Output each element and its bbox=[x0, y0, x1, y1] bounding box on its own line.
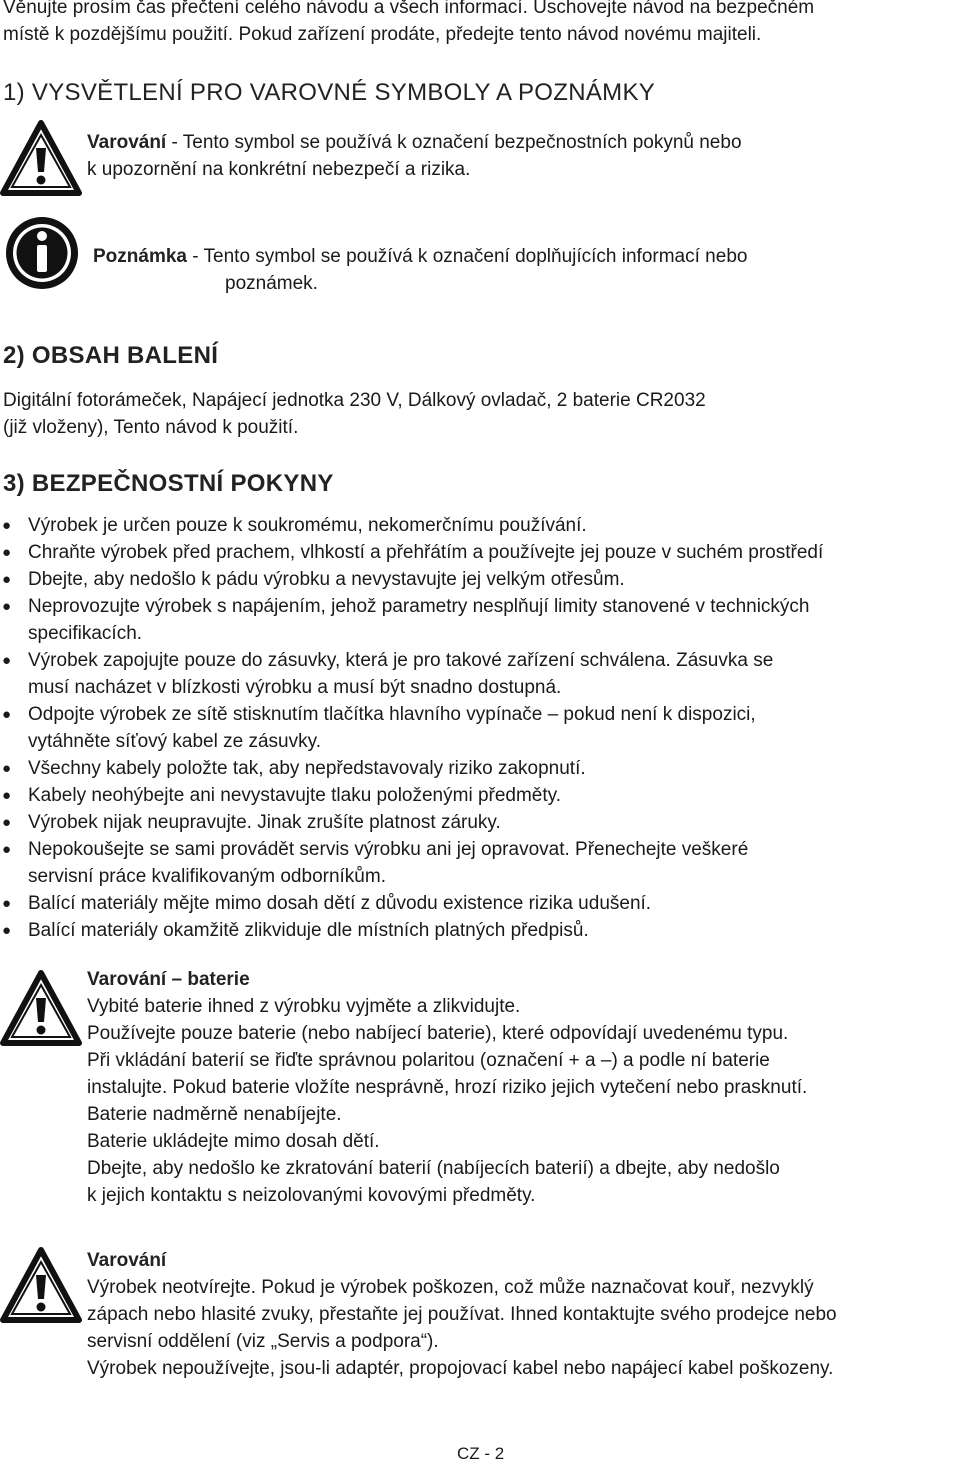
bullet-icon: ● bbox=[2, 544, 12, 561]
list-item-text: specifikacích. bbox=[28, 623, 143, 644]
contents-line: Digitální fotorámeček, Napájecí jednotka 230 V, Dálkový ovladač, 2 baterie CR2032 bbox=[3, 390, 706, 411]
list-item-text: Kabely neohýbejte ani nevystavujte tlaku položenými předměty. bbox=[28, 785, 562, 806]
bullet-icon: ● bbox=[2, 787, 12, 804]
list-item bbox=[0, 755, 960, 782]
warning-triangle-icon bbox=[0, 120, 82, 196]
bullet-icon: ● bbox=[2, 598, 12, 615]
battery-warning-line: Vybité baterie ihned z výrobku vyjměte a zlikvidujte. bbox=[87, 996, 521, 1017]
note-desc-line2: poznámek. bbox=[225, 273, 318, 294]
battery-warning-line: k jejich kontaktu s neizolovanými kovovými předměty. bbox=[87, 1185, 536, 1206]
general-warning-line: servisní oddělení (viz „Servis a podpora“). bbox=[87, 1331, 439, 1352]
bullet-icon: ● bbox=[2, 706, 12, 723]
intro-line: místě k pozdějšímu použití. Pokud zařízení prodáte, předejte tento návod novému majiteli. bbox=[3, 24, 762, 45]
list-item bbox=[0, 539, 960, 566]
list-item bbox=[0, 593, 960, 647]
bullet-icon: ● bbox=[2, 760, 12, 777]
intro-line: Věnujte prosím čas přečtení celého návodu a všech informací. Uschovejte návod na bezpečném bbox=[3, 0, 815, 18]
battery-warning-line: Dbejte, aby nedošlo ke zkratování baterií (nabíjecích baterií) a dbejte, aby nedošlo bbox=[87, 1158, 780, 1179]
note-symbol-text bbox=[93, 243, 747, 297]
list-item-text: vytáhněte síťový kabel ze zásuvky. bbox=[28, 731, 321, 752]
general-warning-line: Výrobek neotvírejte. Pokud je výrobek poškozen, což může naznačovat kouř, nezvyklý bbox=[87, 1277, 814, 1298]
list-item bbox=[0, 890, 960, 917]
general-warning-line: zápach nebo hlasité zvuky, přestaňte jej používat. Ihned kontaktujte svého prodejce nebo bbox=[87, 1304, 837, 1325]
list-item-text: musí nacházet v blízkosti výrobku a musí být snadno dostupná. bbox=[28, 677, 562, 698]
battery-warning-line: Baterie nadměrně nenabíjejte. bbox=[87, 1104, 342, 1125]
battery-warning-line: Baterie ukládejte mimo dosah dětí. bbox=[87, 1131, 380, 1152]
contents-line: (již vloženy), Tento návod k použití. bbox=[3, 417, 299, 438]
section-1-heading: 1) VYSVĚTLENÍ PRO VAROVNÉ SYMBOLY A POZNÁMKY bbox=[3, 79, 656, 106]
list-item-text: servisní práce kvalifikovaným odborníkům. bbox=[28, 866, 386, 887]
list-item-text: Neprovozujte výrobek s napájením, jehož parametry nesplňují limity stanovené v technických bbox=[28, 596, 810, 617]
battery-warning-title: Varování – baterie bbox=[87, 969, 250, 990]
safety-instructions-list bbox=[0, 512, 960, 944]
bullet-icon: ● bbox=[2, 814, 12, 831]
note-label: Poznámka bbox=[93, 246, 187, 267]
info-circle-icon bbox=[2, 214, 82, 292]
bullet-icon: ● bbox=[2, 841, 12, 858]
general-warning-block bbox=[87, 1247, 837, 1382]
general-warning-title: Varování bbox=[87, 1250, 167, 1271]
battery-warning-line: instalujte. Pokud baterie vložíte nesprávně, hrozí riziko jejich vytečení nebo prasknutí. bbox=[87, 1077, 808, 1098]
list-item-text: Výrobek nijak neupravujte. Jinak zrušíte platnost záruky. bbox=[28, 812, 501, 833]
warning-triangle-icon bbox=[0, 970, 82, 1046]
bullet-icon: ● bbox=[2, 922, 12, 939]
bullet-icon: ● bbox=[2, 517, 12, 534]
bullet-icon: ● bbox=[2, 571, 12, 588]
section-2-heading: 2) OBSAH BALENÍ bbox=[3, 342, 219, 369]
list-item-text: Všechny kabely položte tak, aby nepředstavovaly riziko zakopnutí. bbox=[28, 758, 586, 779]
list-item bbox=[0, 566, 960, 593]
list-item bbox=[0, 836, 960, 890]
battery-warning-line: Při vkládání baterií se řiďte správnou polaritou (označení + a –) a podle ní baterie bbox=[87, 1050, 770, 1071]
section-3-heading: 3) BEZPEČNOSTNÍ POKYNY bbox=[3, 470, 334, 497]
bullet-icon: ● bbox=[2, 895, 12, 912]
warning-label: Varování bbox=[87, 132, 167, 153]
list-item-text: Nepokoušejte se sami provádět servis výrobku ani jej opravovat. Přenechejte veškeré bbox=[28, 839, 749, 860]
note-desc: - Tento symbol se používá k označení doplňujících informací nebo bbox=[186, 246, 748, 267]
page-number: CZ - 2 bbox=[457, 1444, 505, 1463]
list-item bbox=[0, 782, 960, 809]
warning-triangle-icon bbox=[0, 1247, 82, 1323]
list-item bbox=[0, 647, 960, 701]
bullet-icon: ● bbox=[2, 652, 12, 669]
package-contents bbox=[3, 387, 706, 441]
list-item-text: Chraňte výrobek před prachem, vlhkostí a přehřátím a používejte jej pouze v suchém prostředí bbox=[28, 542, 824, 563]
list-item bbox=[0, 701, 960, 755]
warning-desc: - Tento symbol se používá k označení bezpečnostních pokynů nebo bbox=[166, 132, 742, 153]
general-warning-line: Výrobek nepoužívejte, jsou-li adaptér, propojovací kabel nebo napájecí kabel poškozeny. bbox=[87, 1358, 834, 1379]
list-item bbox=[0, 809, 960, 836]
list-item-text: Výrobek je určen pouze k soukromému, nekomerčnímu používání. bbox=[28, 515, 587, 536]
warning-desc-line2: k upozornění na konkrétní nebezpečí a rizika. bbox=[87, 159, 471, 180]
list-item-text: Odpojte výrobek ze sítě stisknutím tlačítka hlavního vypínače – pokud není k dispozici, bbox=[28, 704, 756, 725]
list-item-text: Dbejte, aby nedošlo k pádu výrobku a nevystavujte jej velkým otřesům. bbox=[28, 569, 625, 590]
list-item-text: Balící materiály okamžitě zlikviduje dle místních platných předpisů. bbox=[28, 920, 589, 941]
list-item bbox=[0, 512, 960, 539]
intro-paragraph bbox=[3, 0, 958, 48]
list-item-text: Balící materiály mějte mimo dosah dětí z důvodu existence rizika udušení. bbox=[28, 893, 652, 914]
list-item bbox=[0, 917, 960, 944]
battery-warning-block bbox=[87, 966, 807, 1209]
warning-symbol-text bbox=[87, 129, 742, 183]
list-item-text: Výrobek zapojujte pouze do zásuvky, která je pro takové zařízení schválena. Zásuvka se bbox=[28, 650, 774, 671]
battery-warning-line: Používejte pouze baterie (nebo nabíjecí baterie), které odpovídají uvedenému typu. bbox=[87, 1023, 789, 1044]
